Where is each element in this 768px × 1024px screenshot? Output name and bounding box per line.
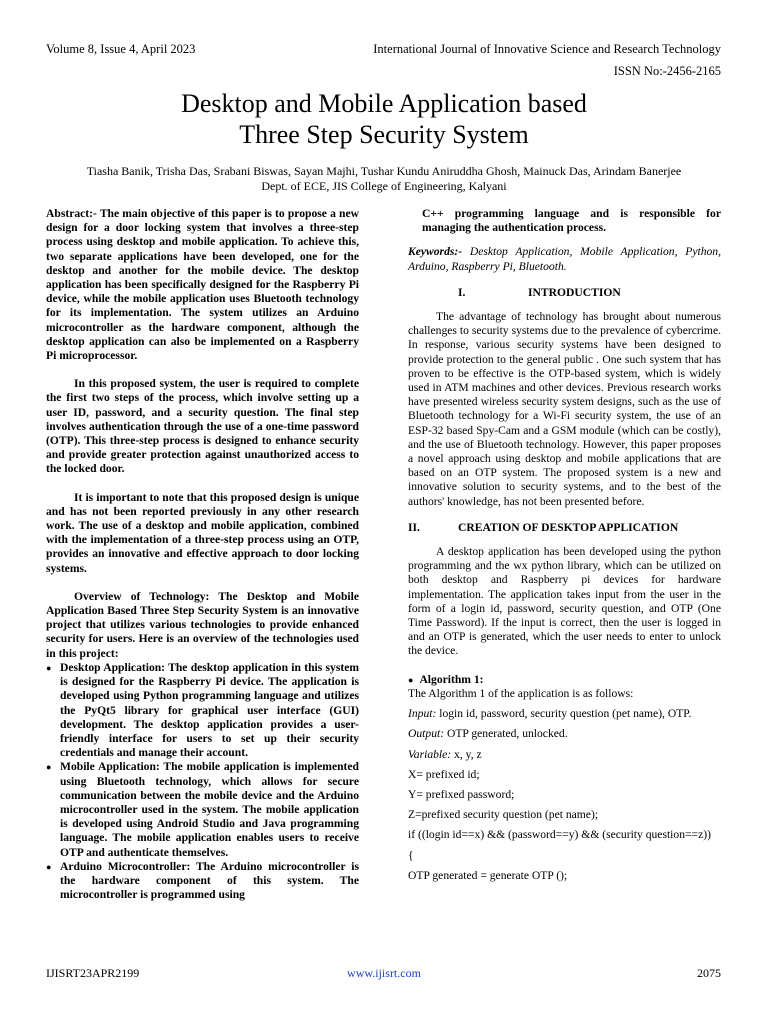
technology-list xyxy=(46,661,359,902)
right-column xyxy=(408,207,721,883)
paper-title xyxy=(0,88,768,150)
algorithm-variables xyxy=(408,748,721,762)
algorithm-heading xyxy=(408,673,721,687)
input-text: login id, password, security question (pet name), OTP. xyxy=(436,707,692,721)
list-item: ● Arduino Microcontroller: The Arduino microcontroller is the hardware component of this system. The microcontroller is programmed using xyxy=(60,860,359,903)
input-label: Input: xyxy=(408,707,437,721)
paragraph-proposed-system: In this proposed system, the user is required to complete the first two steps of the process, which involve setting up a user ID, password, and a security question. The final step involves authentication through the use of a one-time password (OTP). This three-step process is designed to enhance security and provide greater protection against unauthorized access to the locked door. xyxy=(46,377,359,476)
volume-info: Volume 8, Issue 4, April 2023 xyxy=(46,42,196,56)
keywords xyxy=(408,245,721,273)
code-line: Z=prefixed security question (pet name); xyxy=(408,808,599,822)
algorithm-title: Algorithm 1: xyxy=(419,672,484,686)
journal-name: International Journal of Innovative Science and Research Technology xyxy=(373,42,721,56)
code-line: { xyxy=(408,848,414,862)
paragraph-overview: Overview of Technology: The Desktop and Mobile Application Based Three Step Security System is an innovative project that utilizes various technologies to provide enhanced security for users. Here is an overview of the technologies used in this project: xyxy=(46,589,359,660)
page-number: 2075 xyxy=(697,966,721,980)
keywords-label: Keywords:- xyxy=(408,245,463,259)
output-label: Output: xyxy=(408,727,445,741)
list-item: ● Desktop Application: The desktop application in this system is designed for the Raspberry Pi device. The application is developed using Python programming language and utilizes the PyQt5 library for graphical user interface (GUI) development. The desktop application provides a user-friendly interface for users to set up their security credentials and manage their account. xyxy=(60,661,359,760)
bullet-continuation: C++ programming language and is responsible for managing the authentication process. xyxy=(422,207,721,235)
code-line: OTP generated = generate OTP (); xyxy=(408,868,568,882)
footer-website-link[interactable]: www.ijisrt.com xyxy=(347,966,421,980)
issn: ISSN No:-2456-2165 xyxy=(613,64,721,78)
title-line-2: Three Step Security System xyxy=(239,120,529,149)
list-item: ● Mobile Application: The mobile application is implemented using Bluetooth technology, which allows for secure communication between the mobile device and the Arduino microcontroller used in the system. The mobile application is developed using Android Studio and Java programming language. The mobile application enables users to receive OTP and authenticate themselves. xyxy=(60,760,359,859)
footer-paper-id: IJISRT23APR2199 xyxy=(46,966,140,980)
introduction-paragraph: The advantage of technology has brought about numerous challenges to security systems due to the prevalence of cybercrime. In response, various security systems have been designed to provide protection to the general public . One such system that has proven to be effective is the OTP-based system, which is widely used in ATM machines and other devices. Previous research works have presented wireless security system designs, such as the use of Bluetooth technology for a Wi-Fi security system, the use of an ESP-32 based Spy-Cam and a GSM module (which can be costly), and the use of Bluetooth technology. However, this paper proposes a novel approach using desktop and mobile applications that are based on an OTP system. The proposed system is a new and innovative solution to security systems, and to the best of the authors' knowledge, has not been presented before. xyxy=(408,310,721,508)
code-line: X= prefixed id; xyxy=(408,767,480,781)
bullet-icon: ● xyxy=(408,674,414,685)
algorithm-input xyxy=(408,707,721,721)
section-number: I. xyxy=(458,285,466,299)
section-heading-introduction xyxy=(408,286,721,300)
section-heading-desktop-app xyxy=(408,521,721,535)
paragraph-uniqueness: It is important to note that this proposed design is unique and has not been reported previously in any other research work. The use of a desktop and mobile application, combined with the implementation of a three-step process using an OTP, provides an innovative and effective approach to door locking systems. xyxy=(46,490,359,575)
variable-label: Variable: xyxy=(408,747,452,761)
section-number: II. xyxy=(408,520,420,534)
author-list: Tiasha Banik, Trisha Das, Srabani Biswas, Sayan Majhi, Tushar Kundu Aniruddha Ghosh, Mainuck Das, Arindam Banerjee xyxy=(86,164,682,178)
algorithm-output xyxy=(408,727,721,741)
algorithm-intro: The Algorithm 1 of the application is as follows: xyxy=(408,686,634,700)
code-line: if ((login id==x) && (password==y) && (security question==z)) xyxy=(408,828,711,842)
code-line: Y= prefixed password; xyxy=(408,787,515,801)
keywords-text: Desktop Application, Mobile Application, Python, Arduino, Raspberry Pi, Bluetooth. xyxy=(408,245,721,273)
affiliation: Dept. of ECE, JIS College of Engineering, Kalyani xyxy=(261,178,507,193)
author-block xyxy=(0,164,768,193)
variable-text: x, y, z xyxy=(451,747,482,761)
title-line-1: Desktop and Mobile Application based xyxy=(181,89,587,118)
left-column xyxy=(46,207,359,902)
abstract: Abstract:- The main objective of this paper is to propose a new design for a door locking system that involves a three-step process using desktop and mobile application. To achieve this, two separate applications have been developed, one for the desktop and another for the mobile device. The desktop application has been specifically designed for the Raspberry Pi device, while the mobile application uses Bluetooth technology for its implementation. The system utilizes an Arduino microcontroller as the hardware component, although the desktop application can also be implemented on a Raspberry Pi microprocessor. xyxy=(46,207,359,363)
section-title: INTRODUCTION xyxy=(528,285,621,299)
section-title: CREATION OF DESKTOP APPLICATION xyxy=(458,520,679,534)
desktop-app-paragraph: A desktop application has been developed using the python programming and the wx python library, which can be utilized on both desktop and Raspberry pi devices for hardware implementation. The application takes input from the user in the form of a login id, password, security question, and OTP (One Time Password). If the input is correct, then the user is logged in and an OTP is generated, which the user needs to enter to unlock the device. xyxy=(408,545,721,658)
output-text: OTP generated, unlocked. xyxy=(444,727,568,741)
